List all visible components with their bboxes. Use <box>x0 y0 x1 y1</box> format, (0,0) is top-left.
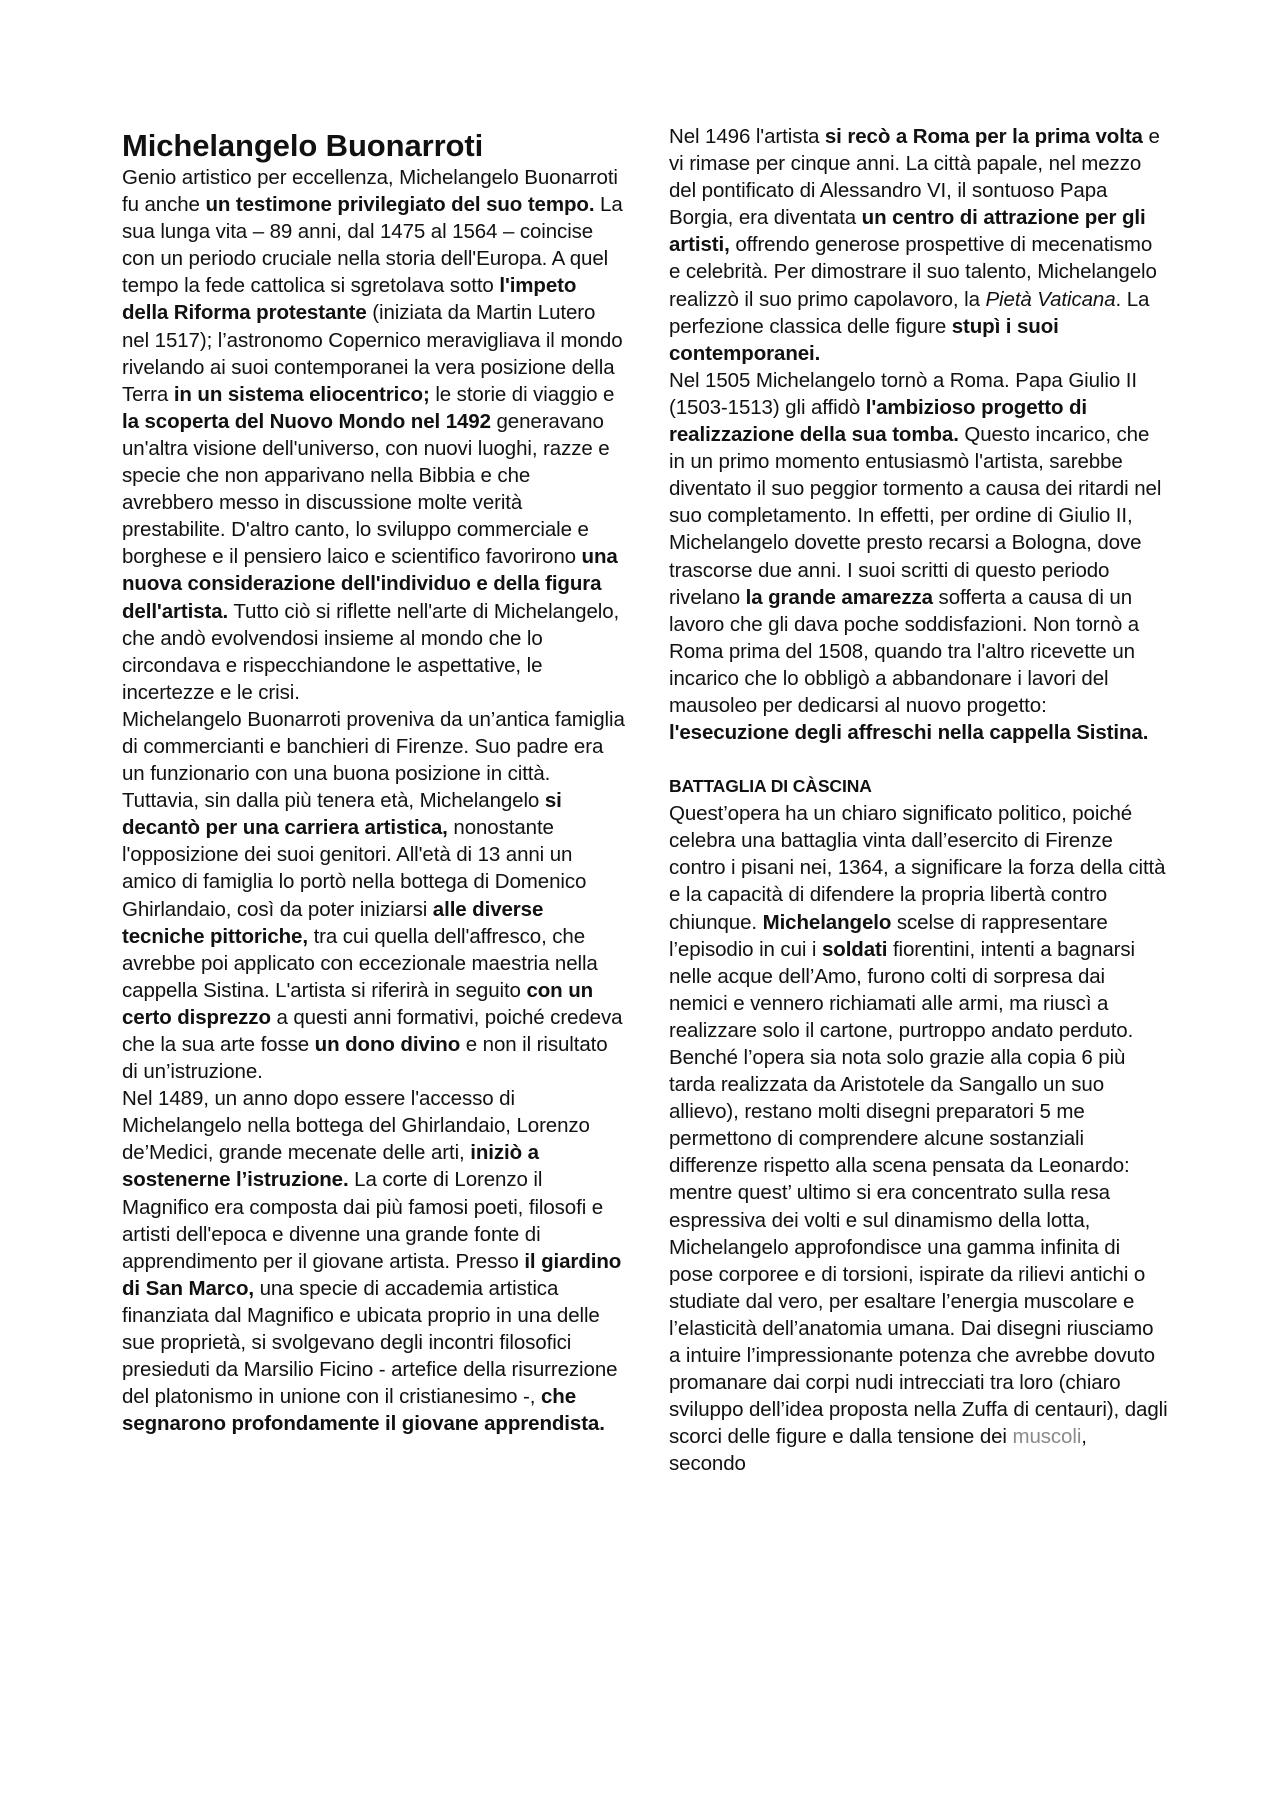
bold-text: un dono divino <box>314 1033 461 1056</box>
spacer <box>669 746 1169 773</box>
italic-text: Pietà Vaticana <box>985 287 1116 311</box>
text-run: Benché l’opera sia nota solo grazie alla copia 6 più tarda realizzata da Aristotele da Sangallo un suo allievo), restano molti disegni preparatori 5 me permettono di comprendere alcune sostanziali differenze rispetto alla scena pensata da Leonardo: mentre quest’ ultimo si era concentrato sulla resa espressiva dei volti e sul dinamismo della lotta, Michelangelo approfondisce una gamma infinita di pose corporee e di torsioni, ispirate da rilievi antichi o studiate dal vero, per esaltare l’energia muscolare e l’elasticità dell’anatomia umana. Dai disegni riusciamo a intuire l’impressionante potenza che avrebbe dovuto promanare dai corpi nudi intrecciati tra loro (chiaro sviluppo dell’idea proposta nella Zuffa di centauri), dagli scorci delle figure e dalla tensione dei <box>669 1046 1168 1449</box>
text-run: offrendo generose prospettive di mecenatismo e celebrità. Per dimostrare il suo talento, Michelangelo realizzò il suo primo capolavoro, la <box>669 233 1157 311</box>
text-run: Tutto ciò si riflette nell'arte di Michelangelo, che andò evolvendosi insieme al mondo che lo circondava e rispecchiandone le aspettative, le incertezze e le crisi. <box>122 599 620 704</box>
bold-text: stupì i suoi contemporanei. <box>669 314 1059 365</box>
text-run: Quest’opera ha un chiaro significato politico, poiché celebra una battaglia vinta dall’esercito di Firenze contro i pisani nei, 1364, a significare la forza della città e la capacità di difendere la propria libertà contro chiunque. <box>669 802 1166 934</box>
text-run: le storie di viaggio e <box>429 382 615 406</box>
text-run: una specie di accademia artistica finanziata dal Magnifico e ubicata proprio in una delle sue proprietà, si svolgevano degli incontri filosofici presieduti da Marsilio Ficino - artefice della risurrezione del platonismo in unione con il cristianesimo -, <box>122 1276 618 1409</box>
bold-text: la grande amarezza <box>745 585 933 609</box>
bold-text: si recò a Roma per la prima volta <box>824 125 1143 148</box>
paragraph <box>669 123 1169 367</box>
paragraph <box>122 1085 625 1437</box>
paragraph <box>669 367 1169 746</box>
right-column <box>669 123 1169 1478</box>
text-run: La sua lunga vita – 89 anni, dal 1475 al 1564 – coincise con un periodo cruciale nella storia dell'Europa. A quel tempo la fede cattolica si sgretolava sotto <box>122 193 623 298</box>
bold-text: iniziò a sostenerne l’istruzione. <box>122 1141 539 1192</box>
bold-text: l'impeto della Riforma protestante <box>122 274 577 325</box>
text-run: Nel 1496 l'artista <box>669 125 825 148</box>
text-run: generavano un'altra visione dell'universo, con nuovi luoghi, razze e specie che non apparivano nella Bibbia e che avrebbero messo in discussione molte verità prestabilite. D'altro canto, lo sviluppo commerciale e borghese e il pensiero laico e scientifico favorirono <box>122 409 610 569</box>
page-title: Michelangelo Buonarroti <box>122 128 484 163</box>
text-run: Genio artistico per eccellenza, Michelangelo Buonarroti fu anche <box>122 166 618 217</box>
bold-text: l'ambizioso progetto di realizzazione della sua tomba. <box>669 395 1088 447</box>
text-run: muscoli <box>1012 1425 1082 1449</box>
bold-text: la scoperta del Nuovo Mondo nel 1492 <box>122 409 491 433</box>
text-run: e vi rimase per cinque anni. La città papale, nel mezzo del pontificato di Alessandro VI, il sontuoso Papa Borgia, era diventata <box>669 125 1160 230</box>
text-run: Questo incarico, che in un primo momento entusiasmò l'artista, sarebbe diventato il suo peggior tormento a causa dei ritardi nel suo completamento. In effetti, per ordine di Giulio II, Michelangelo dovette presto recarsi a Bologna, dove trascorse due anni. I suoi scritti di questo periodo rivelano <box>669 423 1162 609</box>
text-run: nonostante l'opposizione dei suoi genitori. All'età di 13 anni un amico di famiglia lo portò nella bottega di Domenico Ghirlandaio, così da poter iniziarsi <box>122 816 587 921</box>
bold-text: in un sistema eliocentrico; <box>173 382 430 406</box>
text-run: e non il risultato di un’istruzione. <box>122 1033 608 1084</box>
bold-text: una nuova considerazione dell'individuo e della figura dell'artista. <box>122 545 618 623</box>
text-run: Michelangelo Buonarroti proveniva da un’antica famiglia di commercianti e banchieri di Firenze. Suo padre era un funzionario con una buona posizione in città. Tuttavia, sin dalla più tenera età, Michelangelo <box>122 707 625 813</box>
section-heading: BATTAGLIA DI CÀSCINA <box>669 776 872 797</box>
text-run: a questi anni formativi, poiché credeva che la sua arte fosse <box>122 1005 623 1056</box>
left-column <box>122 123 625 1437</box>
bold-text: si decantò per una carriera artistica, <box>122 789 562 840</box>
paragraph <box>122 706 625 1085</box>
text-run: tra cui quella dell'affresco, che avrebbe poi applicato con eccezionale maestria nella cappella Sistina. L'artista si riferirà in seguito <box>122 924 598 1002</box>
bold-text: che segnarono profondamente il giovane apprendista. <box>122 1385 605 1436</box>
bold-text: Michelangelo <box>762 910 892 934</box>
paragraph <box>669 1044 1169 1478</box>
bold-text: alle diverse tecniche pittoriche, <box>122 897 544 948</box>
bold-text: un centro di attrazione per gli artisti, <box>669 206 1146 257</box>
paragraph <box>669 800 1169 1044</box>
text-run: Nel 1505 Michelangelo tornò a Roma. Papa Giulio II (1503-1513) gli affidò <box>669 368 1137 419</box>
text-run: sofferta a causa di un lavoro che gli dava poche soddisfazioni. Non tornò a Roma prima del 1508, quando tra l'altro ricevette un incarico che lo obbligò a abbandonare i lavori del mausoleo per dedicarsi al nuovo progetto: <box>669 585 1140 717</box>
bold-text: soldati <box>821 937 888 961</box>
bold-text: l'esecuzione degli affreschi nella cappella Sistina. <box>669 721 1149 745</box>
paragraph <box>122 164 625 706</box>
text-run: . La perfezione classica delle figure <box>669 287 1150 338</box>
text-run: Nel 1489, un anno dopo essere l'accesso di Michelangelo nella bottega del Ghirlandaio, Lorenzo de’Medici, grande mecenate delle arti, <box>122 1087 590 1165</box>
text-run: La corte di Lorenzo il Magnifico era composta dai più famosi poeti, filosofi e artisti dell'epoca e divenne una grande fonte di apprendimento per il giovane artista. Presso <box>122 1168 604 1273</box>
text-run: fiorentini, intenti a bagnarsi nelle acque dell’Amo, furono colti di sorpresa dai nemici e vennero richiamati alle armi, ma riuscì a realizzare solo il cartone, purtroppo andato perduto. <box>669 937 1135 1042</box>
text-run: scelse di rappresentare l’episodio in cui i <box>669 910 1108 961</box>
bold-text: il giardino di San Marco, <box>122 1249 622 1300</box>
text-run: (iniziata da Martin Lutero nel 1517); l’astronomo Copernico meravigliava il mondo rivelando ai suoi contemporanei la vera posizione della Terra <box>122 301 623 406</box>
bold-text: un testimone privilegiato del suo tempo. <box>205 193 595 217</box>
bold-text: con un certo disprezzo <box>122 978 594 1029</box>
text-run: , secondo <box>669 1425 1087 1476</box>
